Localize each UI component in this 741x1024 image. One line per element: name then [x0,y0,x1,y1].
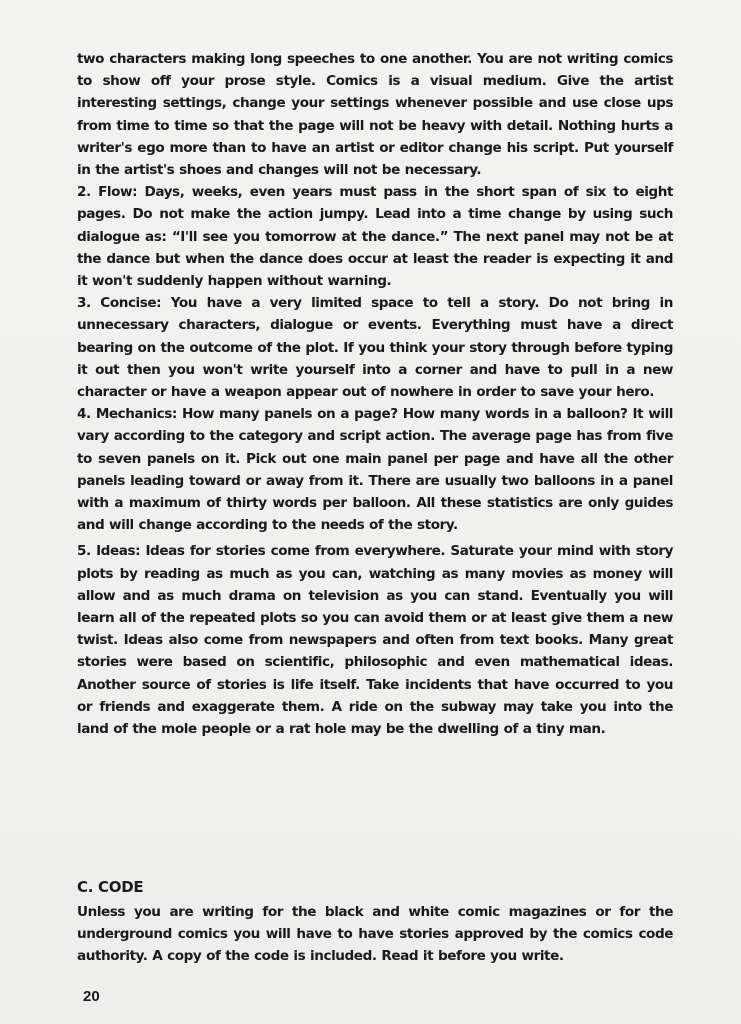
item-label: 5. Ideas: [77,543,141,560]
section-paragraph: Unless you are writing for the black and white comic magazines or for the underground comics you will have to have stories approved by the comics code authority. A copy of the code is included. Read it before you write. [77,904,673,965]
body-text [77,48,673,740]
item-concise [77,292,673,403]
item-text: You have a very limited space to tell a story. Do not bring in unnecessary characters, dialogue or events. Everything must have a direct bearing on the outcome of the plot. If you think your story through before typing it out then you won't write yourself into a corner and have to pull in a new character or have a weapon appear out of nowhere in order to save your hero. [77,295,673,401]
section-body [77,901,673,968]
item-text: How many panels on a page? How many words in a balloon? It will vary according to the category and script action. The average page has from five to seven panels on it. Pick out one main panel per page and have all the other panels leading toward or away from it. There are usually two balloons in a panel with a maximum of thirty words per balloon. All these statistics are only guides and will change according to the needs of the story. [77,406,673,534]
item-ideas [77,540,673,740]
item-mechanics [77,403,673,536]
item-label: 3. Concise: [77,295,162,312]
item-label: 4. Mechanics: [77,406,177,423]
item-text: Ideas for stories come from everywhere. Saturate your mind with story plots by reading as much as you can, watching as many movies as money will allow and as much drama on television as you can stand. Eventually you will learn all of the repeated plots so you can avoid them or at least give them a new twist. Ideas also come from newspapers and often from text books. Many great stories were based on scientific, philosophic and even mathematical ideas. Another source of stories is life itself. Take incidents that have occurred to you or friends and exaggerate them. A ride on the subway may take you into the land of the mole people or a rat hole may be the dwelling of a tiny man. [77,543,673,738]
item-flow [77,181,673,292]
item-text: Days, weeks, even years must pass in the short span of six to eight pages. Do not make the action jumpy. Lead into a time change by using such dialogue as: “I'll see you tomorrow at the dance.” The next panel may not be at the dance but when the dance does occur at least the reader is expecting it and it won't suddenly happen without warning. [77,184,673,290]
page-number: 20 [83,988,100,1005]
item-label: 2. Flow: [77,184,138,201]
intro-paragraph: two characters making long speeches to one another. You are not writing comics to show off your prose style. Comics is a visual medium. Give the artist interesting settings, change your settings whenever possible and use close ups from time to time so that the page will not be heavy with detail. Nothing hurts a writer's ego more than to have an artist or editor change his script. Put yourself in the artist's shoes and changes will not be necessary. [77,51,673,179]
section-heading: C. CODE [77,878,144,896]
